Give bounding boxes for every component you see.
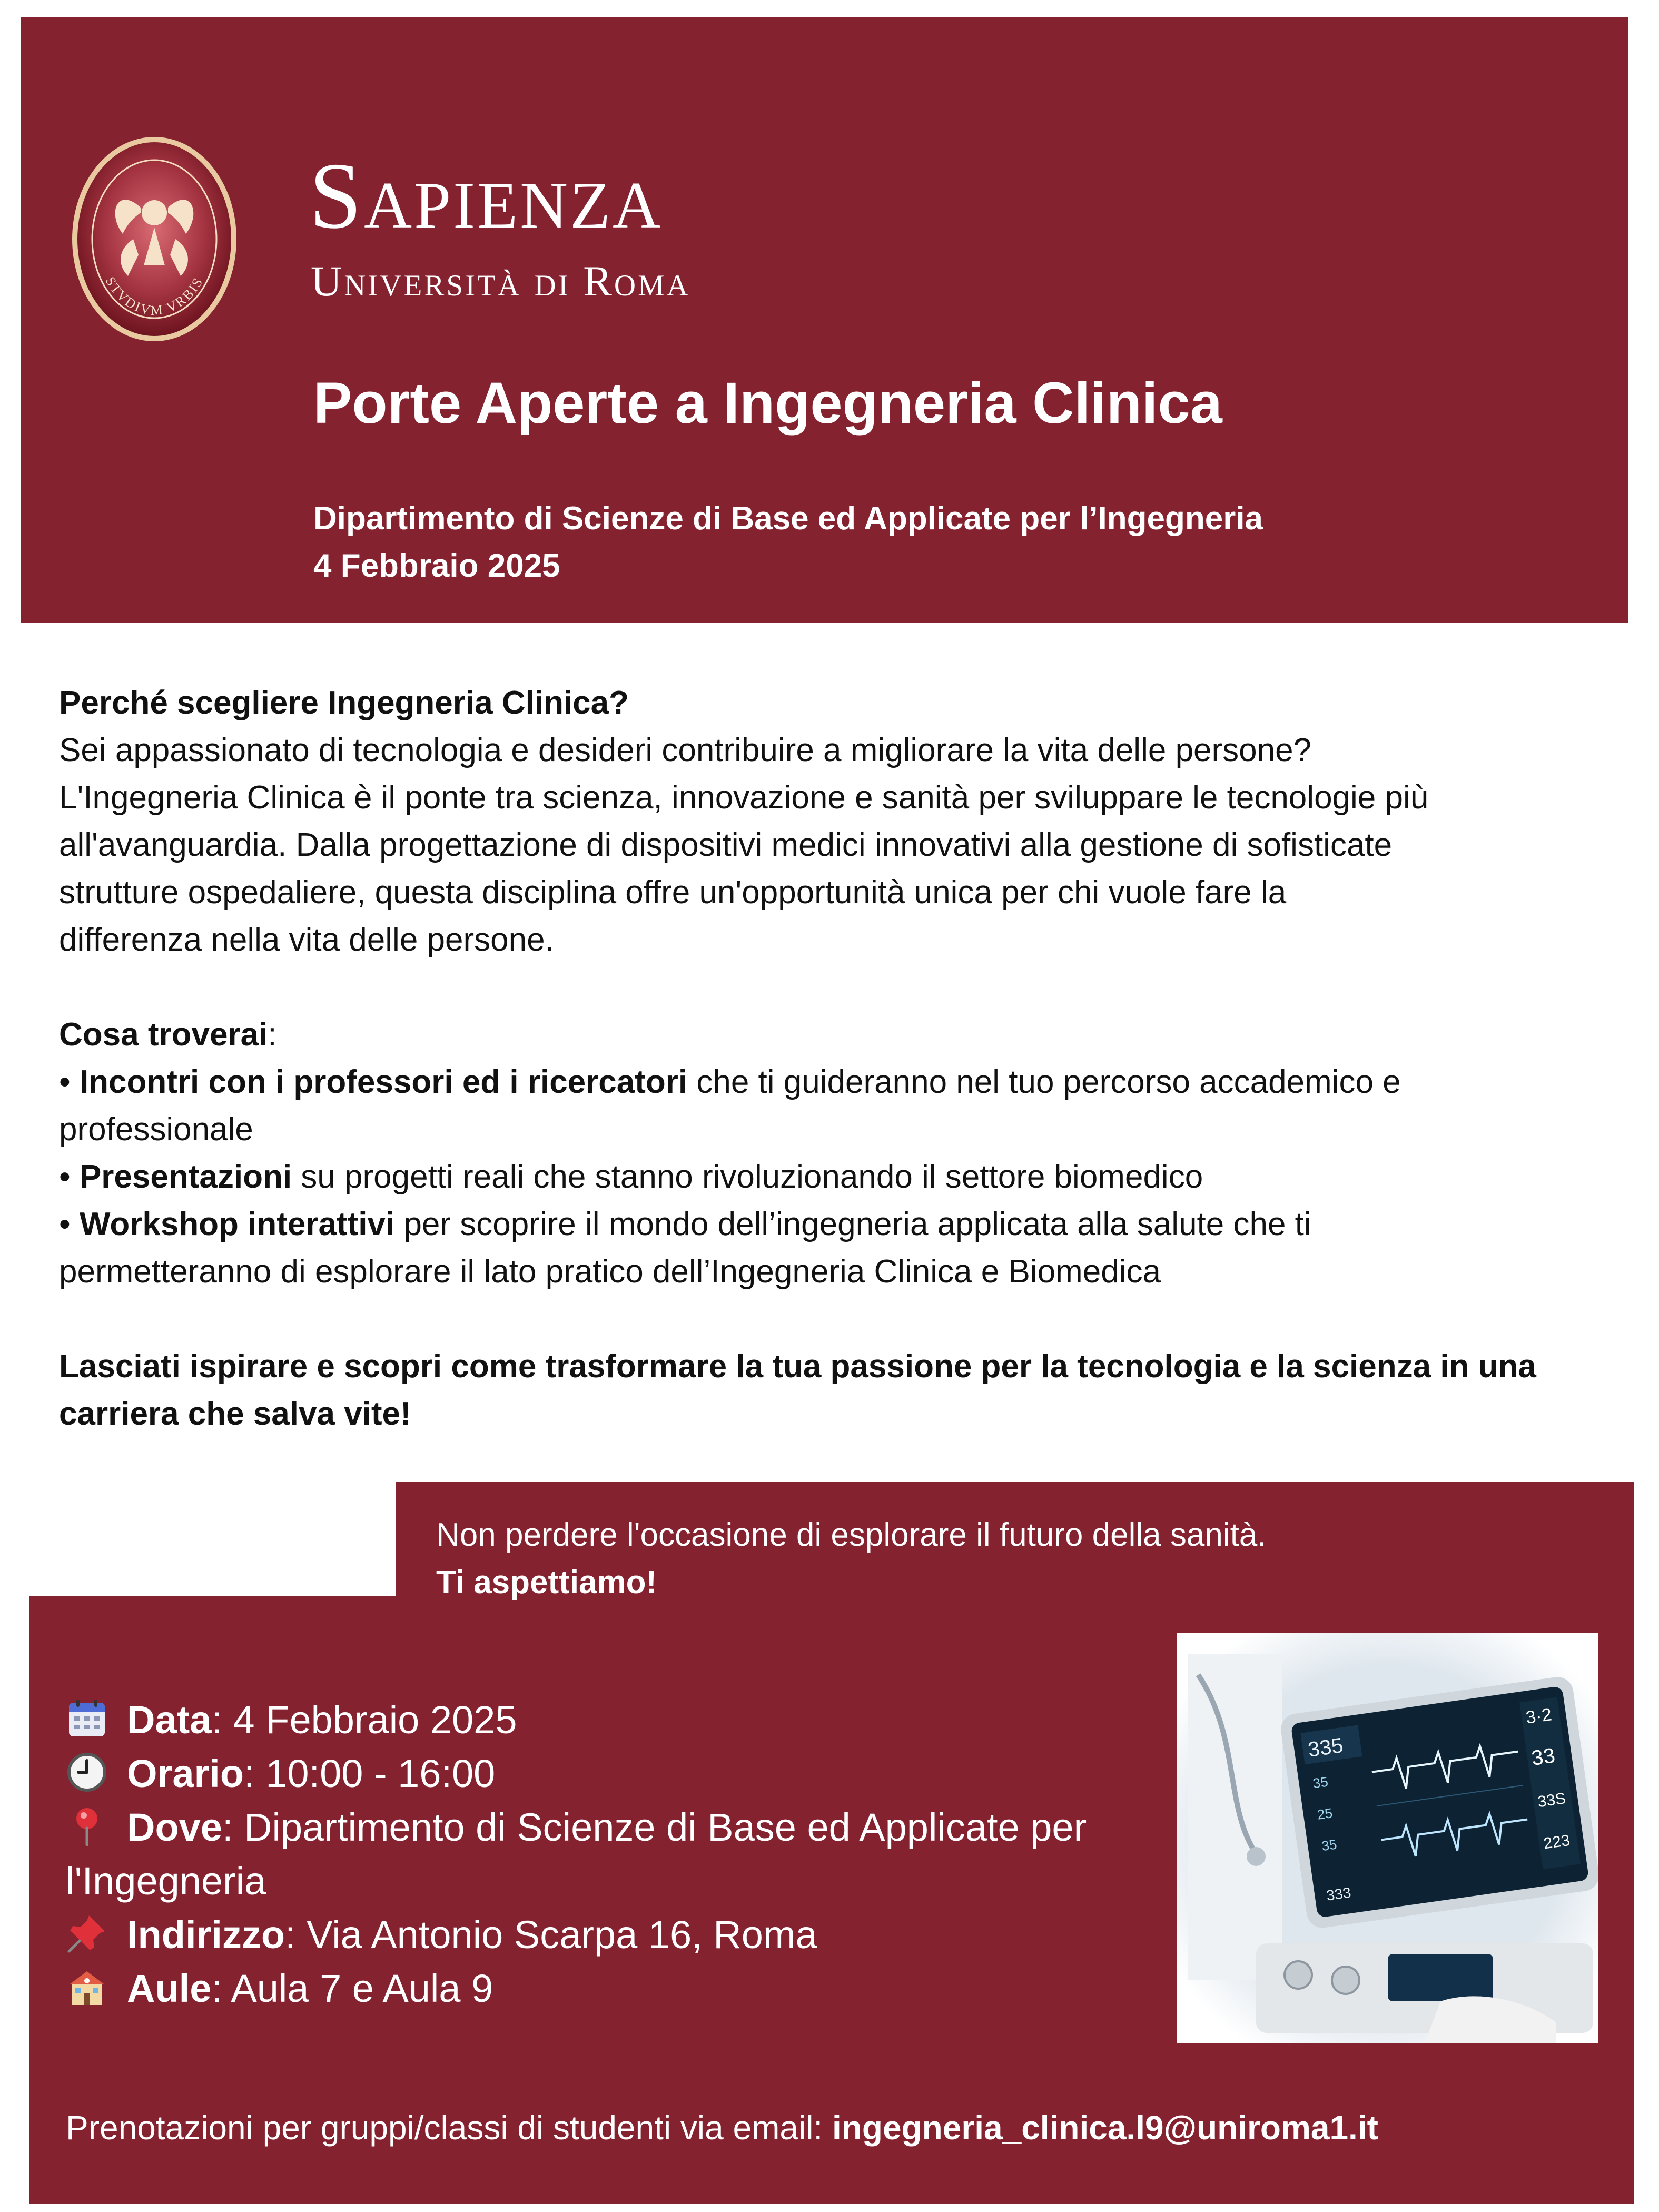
intro-line: Sei appassionato di tecnologia e desideri contribuire a migliorare la vita delle persone? bbox=[59, 732, 1312, 768]
booking-info bbox=[66, 2104, 1378, 2151]
location-pin-icon bbox=[66, 1805, 108, 1847]
pushpin-icon bbox=[66, 1912, 108, 1954]
svg-text:25: 25 bbox=[1316, 1805, 1334, 1823]
booking-email-link[interactable]: ingegneria_clinica.l9@uniroma1.it bbox=[832, 2109, 1378, 2147]
svg-text:STVDIVM VRBIS: STVDIVM VRBIS bbox=[102, 274, 206, 319]
booking-text: Prenotazioni per gruppi/classi di studenti via email: bbox=[66, 2109, 832, 2147]
feature-item: • Presentazioni su progetti reali che stanno rivoluzionando il settore biomedico bbox=[59, 1159, 1203, 1195]
svg-text:33S: 33S bbox=[1536, 1790, 1567, 1811]
brand-subtitle: Università di Roma bbox=[311, 257, 690, 305]
feature-item: • Incontri con i professori ed i ricercatori che ti guideranno nel tuo percorso accademico e bbox=[59, 1064, 1401, 1100]
svg-text:35: 35 bbox=[1320, 1836, 1338, 1854]
intro-heading: Perché scegliere Ingegneria Clinica? bbox=[59, 685, 629, 721]
feature-item-continuation: permetteranno di esplorare il lato pratico dell’Ingegneria Clinica e Biomedica bbox=[59, 1253, 1161, 1290]
event-details bbox=[66, 1693, 1119, 2016]
brand-name: Sapienza bbox=[309, 143, 663, 248]
detail-location: Dove: Dipartimento di Scienze di Base ed Applicate per bbox=[66, 1801, 1119, 1854]
detail-time: Orario: 10:00 - 16:00 bbox=[66, 1747, 1119, 1801]
svg-text:3·2: 3·2 bbox=[1524, 1704, 1553, 1728]
department-block bbox=[313, 495, 1263, 590]
svg-text:335: 335 bbox=[1306, 1734, 1345, 1762]
sapienza-seal-logo bbox=[70, 134, 239, 344]
detail-rooms: Aule: Aula 7 e Aula 9 bbox=[66, 1962, 1119, 2016]
detail-address: Indirizzo: Via Antonio Scarpa 16, Roma bbox=[66, 1908, 1119, 1962]
event-date: 4 Febbraio 2025 bbox=[313, 548, 560, 584]
intro-line: differenza nella vita delle persone. bbox=[59, 922, 554, 958]
feature-item-continuation: professionale bbox=[59, 1111, 253, 1148]
feature-item: • Workshop interattivi per scoprire il mondo dell’ingegneria applicata alla salute che ti bbox=[59, 1206, 1311, 1242]
department-name: Dipartimento di Scienze di Base ed Applicate per l’Ingegneria bbox=[313, 500, 1263, 537]
svg-text:35: 35 bbox=[1311, 1773, 1329, 1792]
clock-icon bbox=[66, 1751, 108, 1793]
event-title: Porte Aperte a Ingegneria Clinica bbox=[313, 371, 1222, 436]
closing-line: carriera che salva vite! bbox=[59, 1396, 411, 1432]
detail-date: Data: 4 Febbraio 2025 bbox=[66, 1693, 1119, 1747]
school-icon bbox=[66, 1966, 108, 2008]
calendar-icon bbox=[66, 1697, 108, 1740]
svg-text:333: 333 bbox=[1325, 1884, 1352, 1904]
svg-text:223: 223 bbox=[1542, 1831, 1571, 1853]
detail-location-continuation: l'Ingegneria bbox=[66, 1859, 266, 1903]
intro-line: strutture ospedaliere, questa disciplina offre un'opportunità unica per chi vuole fare la bbox=[59, 874, 1287, 911]
intro-line: all'avanguardia. Dalla progettazione di dispositivi medici innovativi alla gestione di sofisticate bbox=[59, 827, 1393, 863]
intro-line: L'Ingegneria Clinica è il ponte tra scienza, innovazione e sanità per sviluppare le tecnologie più bbox=[59, 779, 1429, 816]
medical-monitor-illustration bbox=[1177, 1633, 1598, 2043]
svg-text:33: 33 bbox=[1530, 1744, 1557, 1771]
closing-line: Lasciati ispirare e scopri come trasformare la tua passione per la tecnologia e la scienza in una bbox=[59, 1348, 1536, 1385]
invite-line: Non perdere l'occasione di esplorare il futuro della sanità. bbox=[436, 1517, 1267, 1553]
features-heading: Cosa troverai: bbox=[59, 1016, 277, 1053]
invite-cta: Ti aspettiamo! bbox=[436, 1564, 657, 1601]
description-section bbox=[59, 679, 1602, 1438]
invite-block bbox=[436, 1512, 1267, 1606]
